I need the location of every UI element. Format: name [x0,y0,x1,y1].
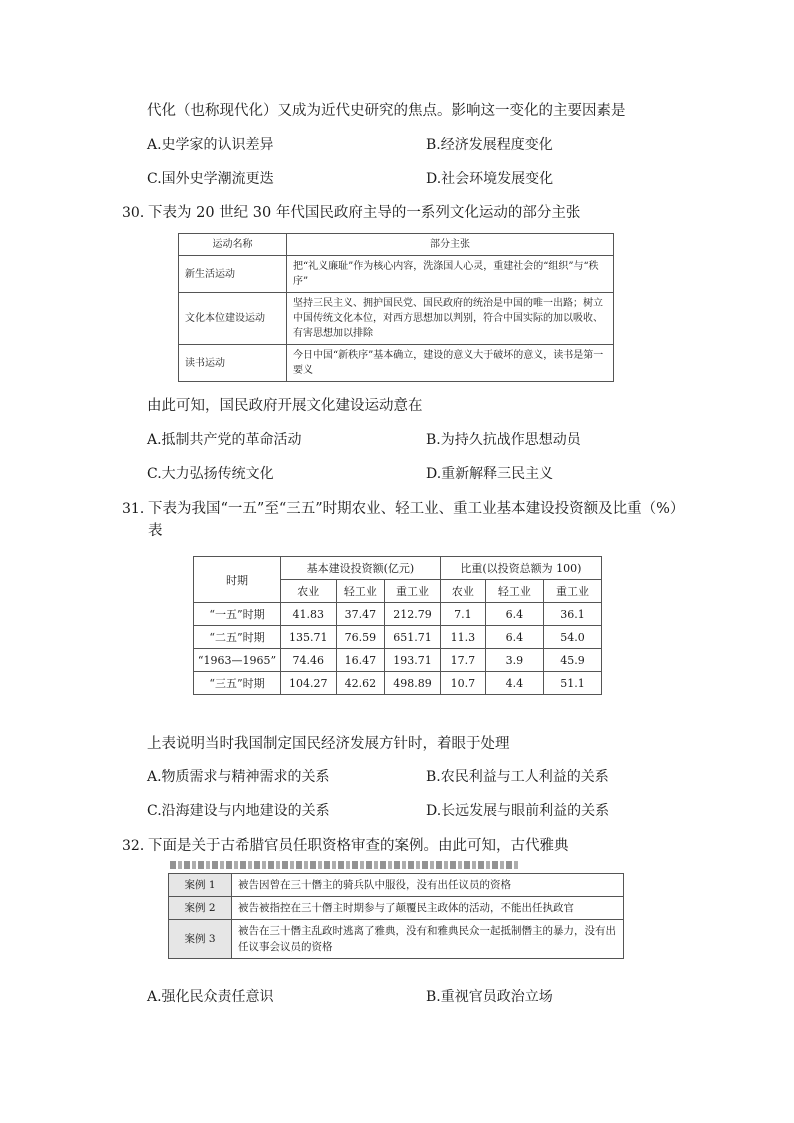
q29-option-b[interactable]: B.经济发展程度变化 [426,137,553,153]
scan-artifact [170,861,520,869]
q31-option-b[interactable]: B.农民利益与工人利益的关系 [426,769,609,785]
table-cell: 45.9 [543,649,601,672]
table-cell: 11.3 [440,626,485,649]
table-cell: 16.47 [336,649,385,672]
q29-stem-tail: 代化（也称现代化）又成为近代史研究的焦点。影响这一变化的主要因素是 [147,103,626,119]
q32-case-text: 被告被指控在三十僭主时期参与了颠覆民主政体的活动，不能出任执政官 [232,897,624,920]
table-cell: 193.71 [385,649,441,672]
q31-period: “1963—1965” [194,649,281,672]
q29-option-a[interactable]: A.史学家的认识差异 [147,137,274,153]
q31-subheader: 重工业 [543,580,601,603]
q30-follow: 由此可知，国民政府开展文化建设运动意在 [147,398,423,414]
q31-subheader: 农业 [440,580,485,603]
q32-case-label: 案例 2 [169,897,232,920]
q31-subheader: 轻工业 [336,580,385,603]
q30-table [178,233,614,382]
table-cell: 10.7 [440,672,485,695]
table-row [169,897,624,920]
table-row [194,649,602,672]
table-cell: 104.27 [281,672,337,695]
q32-case-label: 案例 1 [169,874,232,897]
table-cell: 51.1 [543,672,601,695]
q31-stem-line1: 下表为我国“一五”至“三五”时期农业、轻工业、重工业基本建设投资额及比重（%） [148,501,685,517]
q32-table [168,873,624,959]
q31-option-d[interactable]: D.长远发展与眼前利益的关系 [426,803,610,819]
table-cell: 3.9 [485,649,543,672]
q30-row-claim: 把“礼义廉耻”作为核心内容，洗涤国人心灵，重建社会的“组织”与“秩序” [287,256,614,293]
q32-option-b[interactable]: B.重视官员政治立场 [426,989,553,1005]
q32-stem: 下面是关于古希腊官员任职资格审查的案例。由此可知，古代雅典 [148,838,569,854]
table-cell: 42.62 [336,672,385,695]
table-cell: 212.79 [385,603,441,626]
q30-number: 30． [122,205,154,221]
q30-row-name: 读书运动 [179,345,287,382]
table-cell: 651.71 [385,626,441,649]
q30-header-name: 运动名称 [179,234,287,256]
table-cell: 37.47 [336,603,385,626]
table-row [194,672,602,695]
q31-group1-header: 基本建设投资额(亿元) [281,557,441,580]
table-row [169,920,624,959]
q32-case-text: 被告在三十僭主乱政时逃离了雅典，没有和雅典民众一起抵制僭主的暴力，没有出任议事会议员的资格 [232,920,624,959]
q31-period: “二五”时期 [194,626,281,649]
table-row [169,874,624,897]
q30-option-a[interactable]: A.抵制共产党的革命活动 [147,432,302,448]
table-cell: 36.1 [543,603,601,626]
q31-table [193,556,602,695]
q30-row-name: 新生活运动 [179,256,287,293]
q31-subheader: 重工业 [385,580,441,603]
q32-case-text: 被告因曾在三十僭主的骑兵队中服役，没有出任议员的资格 [232,874,624,897]
q30-row-claim: 今日中国“新秩序”基本确立，建设的意义大于破坏的意义，读书是第一要义 [287,345,614,382]
q29-option-d[interactable]: D.社会环境发展变化 [426,171,554,187]
table-cell: 54.0 [543,626,601,649]
q30-option-d[interactable]: D.重新解释三民主义 [426,466,554,482]
table-cell: 6.4 [485,626,543,649]
q31-period: “三五”时期 [194,672,281,695]
q31-option-c[interactable]: C.沿海建设与内地建设的关系 [147,803,330,819]
table-row [179,256,614,293]
q30-header-claim: 部分主张 [287,234,614,256]
table-cell: 41.83 [281,603,337,626]
table-row [194,603,602,626]
table-cell: 498.89 [385,672,441,695]
q31-stem-line2: 表 [148,523,163,539]
table-cell: 4.4 [485,672,543,695]
q30-stem: 下表为 20 世纪 30 年代国民政府主导的一系列文化运动的部分主张 [148,205,581,221]
q31-subheader: 轻工业 [485,580,543,603]
q29-option-c[interactable]: C.国外史学潮流更迭 [147,171,274,187]
q31-follow: 上表说明当时我国制定国民经济发展方针时，着眼于处理 [147,736,510,752]
table-cell: 135.71 [281,626,337,649]
q32-number: 32． [122,838,154,854]
table-cell: 6.4 [485,603,543,626]
table-row [194,626,602,649]
q30-row-name: 文化本位建设运动 [179,293,287,345]
q32-option-a[interactable]: A.强化民众责任意识 [147,989,274,1005]
q30-option-b[interactable]: B.为持久抗战作思想动员 [426,432,581,448]
table-row [179,293,614,345]
q30-option-c[interactable]: C.大力弘扬传统文化 [147,466,274,482]
q30-row-claim: 坚持三民主义、拥护国民党、国民政府的统治是中国的唯一出路；树立中国传统文化本位，对西方思想加以判别，符合中国实际的加以吸收、有害思想加以排除 [287,293,614,345]
q31-option-a[interactable]: A.物质需求与精神需求的关系 [147,769,330,785]
q31-subheader: 农业 [281,580,337,603]
table-cell: 76.59 [336,626,385,649]
table-cell: 17.7 [440,649,485,672]
table-row [179,345,614,382]
q31-period: “一五”时期 [194,603,281,626]
q32-case-label: 案例 3 [169,920,232,959]
q31-group2-header: 比重(以投资总额为 100) [440,557,601,580]
table-cell: 7.1 [440,603,485,626]
q31-period-header: 时期 [194,557,281,603]
table-cell: 74.46 [281,649,337,672]
q31-number: 31． [122,501,154,517]
